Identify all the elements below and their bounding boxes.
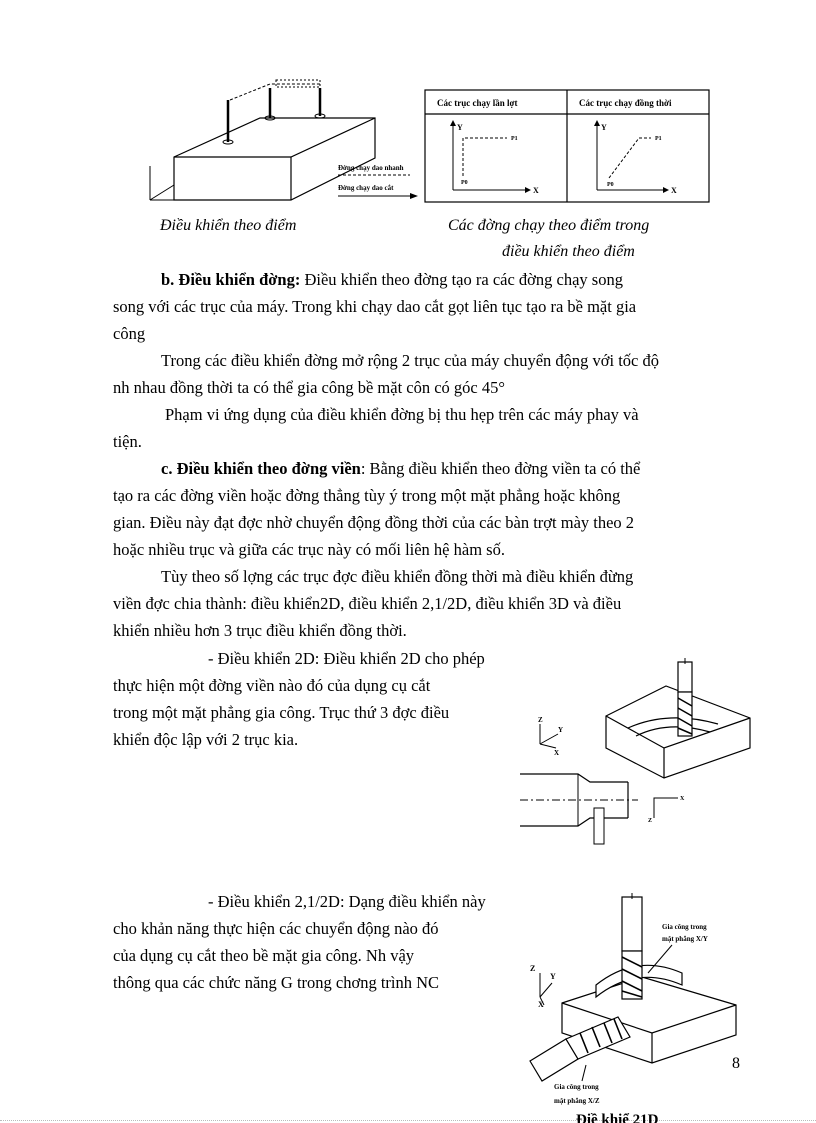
section-b-line3: công	[113, 324, 146, 343]
right-axis-x: X	[671, 186, 677, 195]
item-25d-line4: thông qua các chức năng G trong chơng trình NC	[113, 973, 440, 992]
right-axis-y: Y	[601, 123, 607, 132]
caption-point-paths-2: điều khiển theo điểm	[502, 243, 635, 260]
contour-2d-drawing	[518, 658, 760, 848]
legend-cut-label: Đờng chạy dao cắt	[338, 184, 394, 192]
25d-axis-z: Z	[530, 964, 536, 973]
lathe-axis-z: Z	[648, 818, 653, 824]
2d-axis-y: Y	[558, 726, 564, 734]
contour-25d-drawing	[522, 893, 742, 1115]
point-control-drawing	[140, 80, 420, 210]
section-b-line1	[161, 270, 623, 290]
section-b-para3-line2: tiện.	[113, 432, 142, 451]
section-c-line1	[161, 459, 640, 479]
section-c-line2: tạo ra các đờng viền hoặc đờng thẳng tùy ý trong một mặt phẳng hoặc không	[113, 486, 621, 505]
section-c-line1-text: : Bằng điều khiển theo đờng viền ta có thể	[360, 459, 641, 478]
cut-off-caption: Điề khiể 21D	[576, 1112, 659, 1123]
25d-axis-y: Y	[550, 972, 556, 981]
left-axis-x: X	[533, 186, 539, 195]
section-c-line4: hoặc nhiều trục và giữa các trục này có mối liên hệ hàm số.	[113, 540, 505, 559]
caption-point-control: Điều khiển theo điểm	[160, 217, 297, 234]
left-p1: P1	[511, 136, 518, 142]
right-p0: P0	[607, 182, 614, 188]
legend-fast-label: Đờng chạy dao nhanh	[338, 164, 404, 172]
section-c-line3: gian. Điều này đạt đợc nhờ chuyển động đồng thời của các bàn trợt mày theo 2	[113, 513, 635, 532]
point-control-table	[425, 90, 709, 202]
section-c-heading: c. Điều khiển theo đờng viền	[161, 459, 361, 478]
item-2d-line1: - Điều khiển 2D: Điều khiển 2D cho phép	[208, 649, 485, 668]
label-xz-line1: Gia công trong	[554, 1083, 599, 1091]
table-col1-header: Các trục chạy lần lợt	[437, 98, 518, 108]
page-divider	[0, 1120, 816, 1121]
page-number: 8	[732, 1055, 740, 1072]
item-25d-line2: cho khản năng thực hiện các chuyển động nào đó	[113, 919, 439, 938]
section-c-para2-line2: viền đợc chia thành: điều khiển2D, điều khiển 2,1/2D, điều khiển 3D và điều	[113, 594, 622, 613]
item-2d-line3: trong một mặt phẳng gia công. Trục thứ 3 đợc điều	[113, 703, 450, 722]
2d-axis-x: X	[554, 749, 560, 757]
item-2d-line4: khiển độc lập với 2 trục kia.	[113, 730, 299, 749]
right-p1: P1	[655, 136, 662, 142]
25d-axis-x: X	[538, 1000, 544, 1009]
left-axis-y: Y	[457, 123, 463, 132]
table-col2-header: Các trục chạy đồng thời	[579, 98, 672, 108]
item-25d-line3: của dụng cụ cắt theo bề mặt gia công. Nh vậy	[113, 946, 415, 965]
section-b-line1-text: Điều khiển theo đờng tạo ra các đờng chạy song	[300, 270, 623, 289]
item-25d-line1: - Điều khiển 2,1/2D: Dạng điều khiển này	[208, 892, 486, 911]
section-c-para2-line3: khiển nhiều hơn 3 trục điều khiển đồng thời.	[113, 621, 407, 640]
label-xy-line2: mặt phẳng X/Y	[662, 935, 708, 943]
section-b-heading: b. Điều khiển đờng:	[161, 270, 301, 289]
label-xy-line1: Gia công trong	[662, 923, 707, 931]
item-2d-line2: thực hiện một đờng viền nào đó của dụng cụ cắt	[113, 676, 431, 695]
caption-point-paths-1: Các đờng chạy theo điểm trong	[448, 217, 650, 234]
left-p0: P0	[461, 180, 468, 186]
section-b-para3-line1: Phạm vi ứng dụng của điều khiển đờng bị thu hẹp trên các máy phay và	[165, 405, 639, 424]
2d-axis-z: Z	[538, 716, 543, 724]
section-c-para2-line1: Tùy theo số lợng các trục đợc điều khiển đồng thời mà điều khiển đừng	[161, 567, 634, 586]
label-xz-line2: mặt phẳng X/Z	[554, 1097, 600, 1105]
section-b-para2-line1: Trong các điều khiển đờng mở rộng 2 trục của máy chuyển động với tốc độ	[161, 351, 660, 370]
section-b-para2-line2: nh nhau đồng thời ta có thể gia công bề mặt côn có góc 45°	[113, 378, 505, 397]
section-b-line2: song với các trục của máy. Trong khi chạy dao cắt gọt liên tục tạo ra bề mặt gia	[113, 297, 637, 316]
lathe-axis-x: X	[680, 796, 685, 802]
